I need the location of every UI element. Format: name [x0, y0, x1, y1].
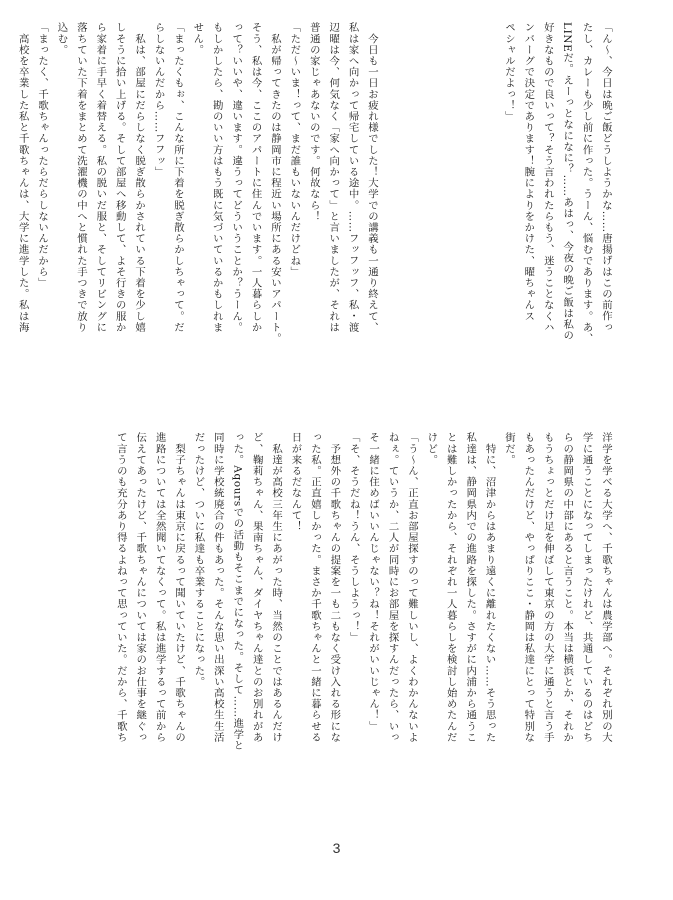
text-block-middle: [16, 22, 381, 425]
text-line: 日が来るだなんて！: [289, 432, 302, 532]
text-line: 進路については全然聞いてなくって。私は進学するって前から: [153, 432, 166, 743]
text-line: 梨子ちゃんは東京に戻るって聞いていたけど、千歌ちゃんの: [173, 432, 186, 743]
text-line: 私が帰ってきたのは静岡市に程近い場所にある安いアパート。: [268, 22, 281, 344]
text-line: そ一緒に住めばいいんじゃない？ね！それがいいじゃん！」: [367, 432, 380, 732]
text-line: LINEだ。えーっとなになに？……あはっ、今夜の晩ご飯は私の: [561, 22, 574, 342]
text-line: ンバーグで決定であります！腕によりをかけた、曜ちゃんス: [522, 22, 535, 322]
text-line: 学に通うことになってしまったけれど、共通しているのはどち: [580, 432, 593, 743]
text-line: 予想外の千歌ちゃんの提案を一も二もなく受け入れる形にな: [328, 432, 341, 743]
text-block-top: [495, 22, 615, 427]
text-line: 伝えてあったけど、千歌ちゃんについては家のお仕事を継ぐっ: [134, 432, 147, 743]
text-line: 「ん～、今日は晩ご飯どうしようかな……唐揚げはこの前作っ: [600, 22, 612, 333]
text-line: 普通の家じゃあないのです。何故なら！: [307, 22, 320, 222]
text-line: 私は家へ向かって帰宅している途中。……フッフッフ、私・渡: [346, 22, 359, 333]
text-line: 「まったく、千歌ちゃんったらだらしないんだから」: [36, 22, 49, 289]
text-line: もあったんだけど、やっぱりここ・静岡は私達にとって特別な: [522, 432, 535, 743]
text-line: らの静岡県の中部にあると言うこと。本当は横浜とか、それか: [561, 432, 574, 743]
text-line: 特に、沼津からはあまり遠くに離れたくない……そう思った: [483, 432, 496, 743]
text-line: たし、カレーも少し前に作った。うーん、悩むであります。あ、: [580, 22, 593, 344]
page-number: 3: [332, 840, 341, 856]
text-line: 私達が高校三年生にあがった時、当然のことではあるんだけ: [270, 432, 283, 743]
text-line: けど。: [425, 432, 438, 466]
text-line: った私。正直嬉しかった。まさか千歌ちゃんと一緒に暮らせる: [308, 432, 321, 743]
text-line: 「ただ～いま！って、まだ誰もいないんだけどね」: [288, 22, 301, 278]
text-line: った。Aqoursでの活動もそこまでになった。そして……進学と: [231, 432, 244, 752]
text-line: 落ちていた下着をまとめて洗濯機の中へと慣れた手つきで放り: [74, 22, 87, 333]
text-line: らしないんだから……フフッ」: [152, 22, 165, 178]
text-line: 同時に学校統廃合の件もあった。そんな思い出深い高校生生活: [211, 432, 224, 743]
text-line: そう、私は今、ここのアパートに住んでいます。一人暮らしか: [249, 22, 262, 333]
text-line: 私は、部屋にだらしなく脱ぎ散らかされている下着を少し嬉: [133, 22, 146, 333]
text-line: もしかしたら、勘のいい方はもう既に気づいているかもしれま: [210, 22, 223, 333]
text-line: 好きなもので良いって？そう言われたらもう、迷うことなくハ: [541, 22, 554, 333]
text-block-bottom: [55, 432, 615, 805]
text-line: 「まったくもぉ、こんな所に下着を脱ぎ散らかしちゃって。だ: [171, 22, 184, 333]
text-line: 街だ。: [502, 432, 515, 466]
text-line: 込む。: [55, 22, 68, 56]
text-line: 「そ、そうだね！うん、そうしようっ！」: [347, 432, 360, 643]
text-line: せん。: [191, 22, 204, 56]
text-line: ら家着に手早く着替える。私の脱いだ服と、そしてリビングに: [94, 22, 107, 333]
text-line: 洋学を学べる大学へ、千歌ちゃんは農学部へ。それぞれ別の大: [600, 432, 612, 743]
text-line: 「う～ん、正直お部屋探すのって難しいし、よくわかんないよ: [405, 432, 418, 743]
text-line: だったけど、ついに私達も卒業することになった。: [192, 432, 205, 688]
text-line: もうちょっとだけ足を伸ばして東京の方の大学に通うと言う手: [541, 432, 554, 743]
text-line: 辺曜は今、何気なく「家へ向かって」と言いましたが、それは: [327, 22, 340, 333]
text-line: とは難しかったから、それぞれ一人暮らしを検討し始めたんだ: [444, 432, 457, 743]
text-line: 高校を卒業した私と千歌ちゃんは、大学に進学した。私は海: [16, 22, 29, 333]
text-line: 私達は、静岡県内での進路を探した。さすがに内浦から通うこ: [464, 432, 477, 743]
text-line: 今日も一日お疲れ様でした！大学での講義も一通り終えて、: [366, 22, 378, 333]
text-line: て言うのも充分あり得るよねって思っていた。だから、千歌ち: [114, 432, 127, 743]
text-line: ど、鞠莉ちゃん、果南ちゃん、ダイヤちゃん達とのお別れがあ: [250, 432, 263, 743]
text-line: ペシャルだよっ！」: [502, 22, 515, 122]
text-line: しそうに拾い上げる。そして部屋へ移動して、よそ行きの服か: [113, 22, 126, 333]
text-line: ねぇ。ていうか、二人が同時にお部屋を探すんだったら、いっ: [386, 432, 399, 743]
text-line: って？いいや、違います。違うってどういうことか？うーん。: [230, 22, 243, 333]
